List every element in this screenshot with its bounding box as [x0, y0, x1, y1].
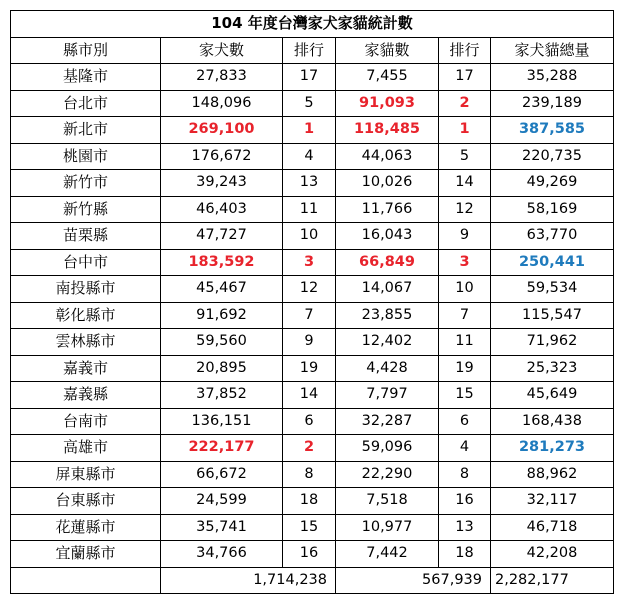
cell-dog-rank: 10 [283, 223, 336, 250]
cell-cat-rank: 8 [439, 461, 491, 488]
cell-cat-rank: 3 [439, 249, 491, 276]
cell-dogs: 183,592 [161, 249, 283, 276]
cell-total: 387,585 [491, 117, 614, 144]
table-row [11, 143, 614, 170]
cell-dogs: 269,100 [161, 117, 283, 144]
table-row [11, 408, 614, 435]
table-row [11, 276, 614, 303]
cell-city: 基隆市 [11, 64, 161, 91]
cell-city: 台中市 [11, 249, 161, 276]
cell-city: 雲林縣市 [11, 329, 161, 356]
cell-total: 71,962 [491, 329, 614, 356]
cell-cat-rank: 19 [439, 355, 491, 382]
cell-dogs: 27,833 [161, 64, 283, 91]
cell-dog-rank: 11 [283, 196, 336, 223]
cell-dog-rank: 5 [283, 90, 336, 117]
total-all: 2,282,177 [491, 567, 614, 594]
header-city: 縣市別 [11, 37, 161, 64]
cell-cat-rank: 7 [439, 302, 491, 329]
total-dogs: 1,714,238 [161, 567, 336, 594]
cell-dogs: 45,467 [161, 276, 283, 303]
cell-dogs: 34,766 [161, 541, 283, 568]
cell-total: 49,269 [491, 170, 614, 197]
table-row [11, 196, 614, 223]
cell-dogs: 136,151 [161, 408, 283, 435]
table-row [11, 170, 614, 197]
cell-dog-rank: 18 [283, 488, 336, 515]
cell-cats: 16,043 [336, 223, 439, 250]
table-row [11, 382, 614, 409]
table-title: 104 年度台灣家犬家貓統計數 [11, 11, 614, 38]
cell-cat-rank: 17 [439, 64, 491, 91]
cell-dog-rank: 13 [283, 170, 336, 197]
cell-cat-rank: 16 [439, 488, 491, 515]
cell-dogs: 46,403 [161, 196, 283, 223]
header-dog-rank: 排行 [283, 37, 336, 64]
cell-city: 台南市 [11, 408, 161, 435]
cell-cats: 23,855 [336, 302, 439, 329]
cell-total: 25,323 [491, 355, 614, 382]
table-row [11, 435, 614, 462]
cell-total: 58,169 [491, 196, 614, 223]
header-cats: 家貓數 [336, 37, 439, 64]
table-row [11, 302, 614, 329]
cell-cat-rank: 10 [439, 276, 491, 303]
cell-city: 苗栗縣 [11, 223, 161, 250]
cell-dogs: 66,672 [161, 461, 283, 488]
cell-dog-rank: 12 [283, 276, 336, 303]
cell-cats: 7,797 [336, 382, 439, 409]
cell-total: 46,718 [491, 514, 614, 541]
cell-dog-rank: 2 [283, 435, 336, 462]
cell-total: 250,441 [491, 249, 614, 276]
header-dogs: 家犬數 [161, 37, 283, 64]
cell-cats: 32,287 [336, 408, 439, 435]
totals-label-cell [11, 567, 161, 594]
cell-total: 63,770 [491, 223, 614, 250]
cell-cat-rank: 6 [439, 408, 491, 435]
cell-cats: 91,093 [336, 90, 439, 117]
cell-total: 59,534 [491, 276, 614, 303]
cell-city: 新竹市 [11, 170, 161, 197]
cell-city: 高雄市 [11, 435, 161, 462]
cell-city: 台北市 [11, 90, 161, 117]
cell-cat-rank: 2 [439, 90, 491, 117]
cell-cats: 22,290 [336, 461, 439, 488]
cell-dog-rank: 17 [283, 64, 336, 91]
cell-dogs: 39,243 [161, 170, 283, 197]
cell-city: 台東縣市 [11, 488, 161, 515]
total-cats: 567,939 [336, 567, 491, 594]
cell-dog-rank: 8 [283, 461, 336, 488]
cell-cats: 10,977 [336, 514, 439, 541]
cell-cats: 7,455 [336, 64, 439, 91]
table-row [11, 249, 614, 276]
cell-city: 屏東縣市 [11, 461, 161, 488]
table-row [11, 461, 614, 488]
cell-dog-rank: 3 [283, 249, 336, 276]
table-row [11, 355, 614, 382]
cell-cat-rank: 12 [439, 196, 491, 223]
cell-total: 239,189 [491, 90, 614, 117]
cell-cats: 59,096 [336, 435, 439, 462]
cell-total: 220,735 [491, 143, 614, 170]
cell-dogs: 91,692 [161, 302, 283, 329]
cell-cats: 66,849 [336, 249, 439, 276]
table-row [11, 488, 614, 515]
cell-total: 42,208 [491, 541, 614, 568]
table-row [11, 223, 614, 250]
cell-cat-rank: 18 [439, 541, 491, 568]
cell-dogs: 47,727 [161, 223, 283, 250]
cell-cats: 44,063 [336, 143, 439, 170]
cell-total: 168,438 [491, 408, 614, 435]
table-row [11, 117, 614, 144]
cell-dogs: 37,852 [161, 382, 283, 409]
dog-cat-statistics-table [10, 10, 614, 594]
cell-dog-rank: 9 [283, 329, 336, 356]
header-row [11, 37, 614, 64]
cell-total: 32,117 [491, 488, 614, 515]
cell-cats: 11,766 [336, 196, 439, 223]
table-row [11, 541, 614, 568]
cell-dog-rank: 4 [283, 143, 336, 170]
cell-cat-rank: 15 [439, 382, 491, 409]
cell-cat-rank: 9 [439, 223, 491, 250]
table-row [11, 514, 614, 541]
cell-total: 35,288 [491, 64, 614, 91]
cell-cats: 14,067 [336, 276, 439, 303]
cell-dogs: 176,672 [161, 143, 283, 170]
cell-cat-rank: 11 [439, 329, 491, 356]
cell-total: 281,273 [491, 435, 614, 462]
cell-cats: 7,442 [336, 541, 439, 568]
table-row [11, 90, 614, 117]
cell-dogs: 20,895 [161, 355, 283, 382]
cell-dogs: 35,741 [161, 514, 283, 541]
table-row [11, 64, 614, 91]
cell-cat-rank: 4 [439, 435, 491, 462]
cell-total: 45,649 [491, 382, 614, 409]
cell-city: 新竹縣 [11, 196, 161, 223]
cell-city: 花蓮縣市 [11, 514, 161, 541]
cell-total: 88,962 [491, 461, 614, 488]
cell-dogs: 148,096 [161, 90, 283, 117]
cell-dog-rank: 16 [283, 541, 336, 568]
cell-cat-rank: 13 [439, 514, 491, 541]
cell-city: 彰化縣市 [11, 302, 161, 329]
cell-dogs: 222,177 [161, 435, 283, 462]
cell-cats: 10,026 [336, 170, 439, 197]
cell-cats: 4,428 [336, 355, 439, 382]
cell-total: 115,547 [491, 302, 614, 329]
cell-dog-rank: 14 [283, 382, 336, 409]
totals-row [11, 567, 614, 594]
cell-dogs: 59,560 [161, 329, 283, 356]
cell-dog-rank: 7 [283, 302, 336, 329]
cell-city: 嘉義縣 [11, 382, 161, 409]
cell-city: 南投縣市 [11, 276, 161, 303]
cell-cats: 7,518 [336, 488, 439, 515]
cell-dog-rank: 15 [283, 514, 336, 541]
cell-cat-rank: 5 [439, 143, 491, 170]
cell-cats: 118,485 [336, 117, 439, 144]
cell-cat-rank: 14 [439, 170, 491, 197]
cell-city: 嘉義市 [11, 355, 161, 382]
cell-city: 桃園市 [11, 143, 161, 170]
header-cat-rank: 排行 [439, 37, 491, 64]
cell-dog-rank: 6 [283, 408, 336, 435]
cell-city: 宜蘭縣市 [11, 541, 161, 568]
cell-city: 新北市 [11, 117, 161, 144]
table-row [11, 329, 614, 356]
cell-dog-rank: 19 [283, 355, 336, 382]
cell-dogs: 24,599 [161, 488, 283, 515]
cell-cats: 12,402 [336, 329, 439, 356]
header-total: 家犬貓總量 [491, 37, 614, 64]
cell-dog-rank: 1 [283, 117, 336, 144]
cell-cat-rank: 1 [439, 117, 491, 144]
title-row [11, 11, 614, 38]
